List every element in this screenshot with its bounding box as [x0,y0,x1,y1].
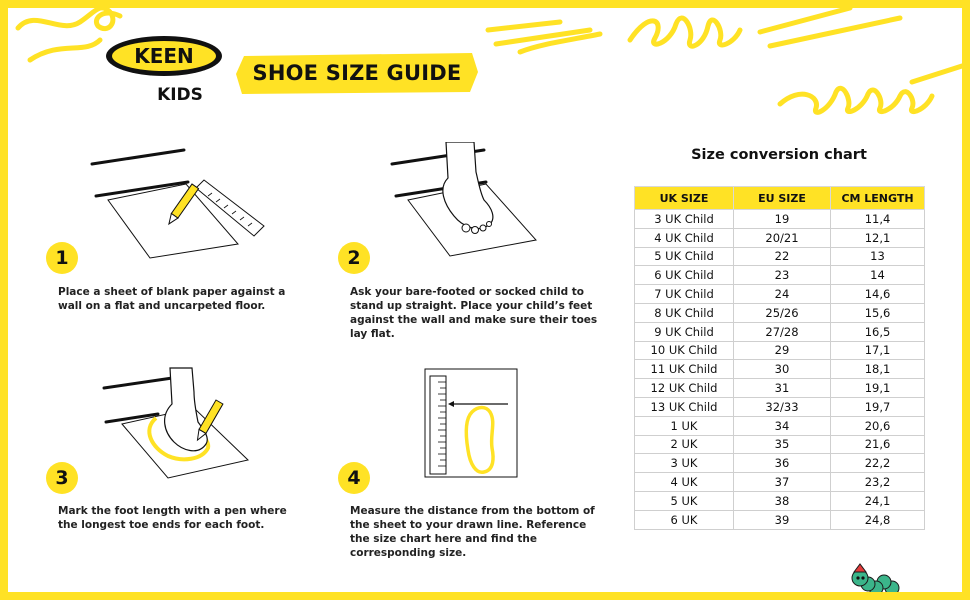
cell-eu: 27/28 [734,322,831,341]
cell-uk: 11 UK Child [635,360,734,379]
table-row [635,247,925,266]
column-header-cm: CM LENGTH [831,187,925,210]
cell-cm: 12,1 [831,228,925,247]
page-title: SHOE SIZE GUIDE [252,61,462,85]
cell-eu: 34 [734,416,831,435]
step-4-number: 4 [338,462,370,494]
column-header-eu: EU SIZE [734,187,831,210]
cell-eu: 23 [734,266,831,285]
cell-cm: 13 [831,247,925,266]
cell-uk: 6 UK Child [635,266,734,285]
table-row [635,285,925,304]
cell-uk: 9 UK Child [635,322,734,341]
chart-title: Size conversion chart [691,147,867,163]
cell-eu: 32/33 [734,397,831,416]
cell-cm: 23,2 [831,473,925,492]
cell-eu: 31 [734,379,831,398]
table-header-row [635,187,925,210]
table-row [635,397,925,416]
cell-uk: 6 UK [635,510,734,529]
cell-eu: 37 [734,473,831,492]
cell-cm: 24,8 [831,510,925,529]
cell-eu: 39 [734,510,831,529]
table-row [635,266,925,285]
cell-eu: 38 [734,491,831,510]
step-3-number: 3 [46,462,78,494]
foot-traced-pencil-illustration [98,364,268,482]
cell-uk: 13 UK Child [635,397,734,416]
keen-logo-text: KEEN [134,44,194,68]
table-row [635,360,925,379]
cell-cm: 24,1 [831,491,925,510]
cell-uk: 7 UK Child [635,285,734,304]
cell-uk: 1 UK [635,416,734,435]
keen-logo [100,32,230,108]
cell-eu: 30 [734,360,831,379]
paper-pencil-ruler-illustration [88,144,268,260]
cell-eu: 22 [734,247,831,266]
table-row [635,510,925,529]
step-2-text: Ask your bare-footed or socked child to stand up straight. Place your child’s feet against the wall and make sure their toes lay flat. [350,286,598,340]
table-row [635,473,925,492]
cell-eu: 19 [734,210,831,229]
size-conversion-table [634,186,925,530]
cell-uk: 2 UK [635,435,734,454]
cell-cm: 15,6 [831,303,925,322]
table-row [635,210,925,229]
cell-cm: 18,1 [831,360,925,379]
cell-cm: 17,1 [831,341,925,360]
step-4-text: Measure the distance from the bottom of the sheet to your drawn line. Reference the size chart here and find the corresponding size. [350,505,595,559]
cell-uk: 5 UK Child [635,247,734,266]
step-1-number: 1 [46,242,78,274]
column-header-uk: UK SIZE [635,187,734,210]
cell-uk: 8 UK Child [635,303,734,322]
table-row [635,228,925,247]
cell-eu: 24 [734,285,831,304]
table-row [635,303,925,322]
cell-cm: 11,4 [831,210,925,229]
cell-uk: 5 UK [635,491,734,510]
foot-on-paper-illustration [386,142,556,260]
cell-eu: 36 [734,454,831,473]
cell-cm: 20,6 [831,416,925,435]
caterpillar-mascot-icon [846,560,902,600]
cell-cm: 14 [831,266,925,285]
cell-cm: 19,1 [831,379,925,398]
table-row [635,322,925,341]
ruler-footprint-illustration [424,368,524,480]
cell-eu: 25/26 [734,303,831,322]
kids-logo-text: KIDS [157,85,203,105]
cell-cm: 21,6 [831,435,925,454]
table-row [635,491,925,510]
step-1-text: Place a sheet of blank paper against a wall on a flat and uncarpeted floor. [58,286,286,312]
table-row [635,379,925,398]
cell-eu: 20/21 [734,228,831,247]
step-2-number: 2 [338,242,370,274]
cell-cm: 22,2 [831,454,925,473]
table-row [635,341,925,360]
step-3-text: Mark the foot length with a pen where the longest toe ends for each foot. [58,505,287,531]
cell-cm: 19,7 [831,397,925,416]
table-row [635,416,925,435]
cell-uk: 4 UK Child [635,228,734,247]
table-row [635,435,925,454]
cell-cm: 16,5 [831,322,925,341]
cell-eu: 29 [734,341,831,360]
cell-eu: 35 [734,435,831,454]
cell-uk: 12 UK Child [635,379,734,398]
cell-uk: 3 UK Child [635,210,734,229]
cell-uk: 3 UK [635,454,734,473]
cell-uk: 4 UK [635,473,734,492]
cell-cm: 14,6 [831,285,925,304]
cell-uk: 10 UK Child [635,341,734,360]
table-row [635,454,925,473]
